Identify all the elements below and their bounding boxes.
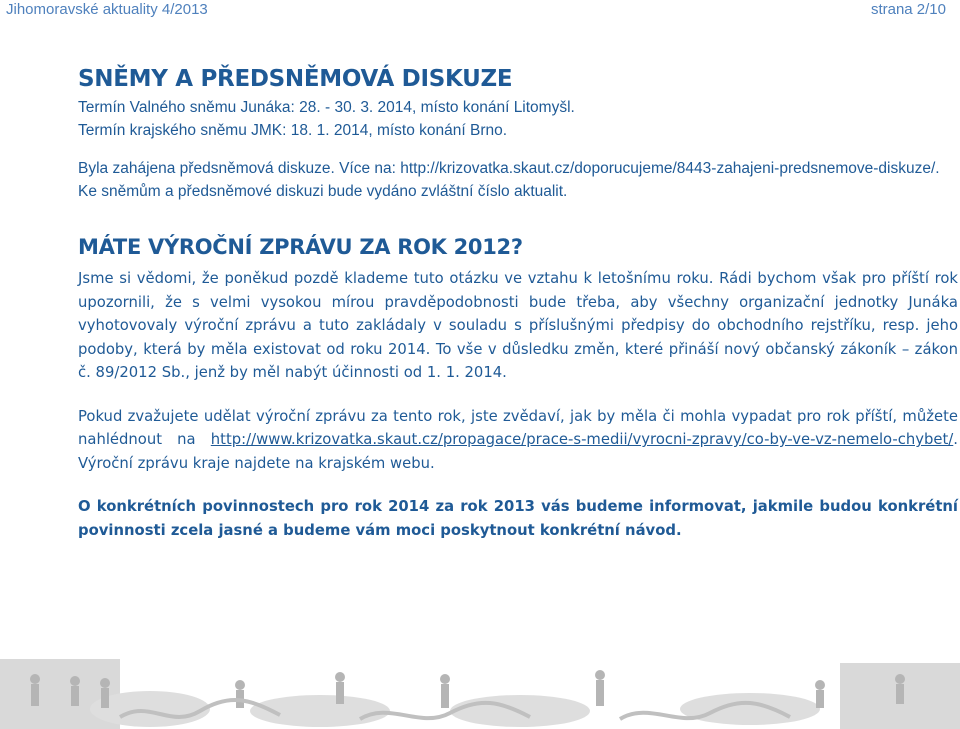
dates-block (78, 96, 958, 142)
footer-decoration (0, 649, 960, 729)
diskuze-paragraph (78, 157, 958, 203)
paragraph-2-intro: Pokud zvažujete udělat výroční zprávu za tento rok, jste zvědaví, jak by měla či mohla vypadat pro rok příští, můžete nahlédnout na (78, 407, 958, 448)
vyrocni-zprava-paragraph-2 (78, 405, 958, 476)
article-content (78, 64, 958, 542)
vyrocni-zpravy-link[interactable]: http://www.krizovatka.skaut.cz/propagace/prace-s-medii/vyrocni-zpravy/co-by-ve-vz-nemelo-chybet/ (210, 431, 954, 448)
page-header (0, 0, 960, 22)
povinnosti-paragraph: O konkrétních povinnostech pro rok 2014 za rok 2013 vás budeme informovat, jakmile budou konkrétní povinnosti zcela jasné a budeme vám moci poskytnout konkrétní návod. (78, 498, 958, 539)
vyrocni-zprava-paragraph-1: Jsme si vědomi, že poněkud pozdě klademe tuto otázku ve vztahu k letošnímu roku. Rádi bychom však pro příští rok upozornili, že s velmi vysokou mírou pravděpodobnosti bude třeba, aby všechny organizační jednotky Junáka vyhotovovaly výroční zprávu a tuto zakládaly v souladu s příslušnými předpisy do obchodního rejstříku, resp. jeho podoby, která by měla existovat od roku 2014. To vše v důsledku změn, které přináší nový občanský zákoník – zákon č. 89/2012 Sb., jenž by měl nabýt účinnosti od 1. 1. 2014. (78, 270, 958, 381)
scout-silhouettes-illustration (0, 649, 960, 729)
krajsky-snem-date: Termín krajského sněmu JMK: 18. 1. 2014, místo konání Brno. (78, 122, 508, 139)
diskuze-link[interactable]: http://krizovatka.skaut.cz/doporucujeme/8443-zahajeni-predsnemove-diskuze/ (400, 160, 936, 177)
section-heading-vyrocni-zprava: MÁTE VÝROČNÍ ZPRÁVU ZA ROK 2012? (78, 235, 523, 259)
paragraph-2-outro: . Výroční zprávu kraje najdete na krajském webu. (78, 431, 958, 472)
section-heading-snemy: SNĚMY A PŘEDSNĚMOVÁ DISKUZE (78, 66, 513, 92)
valny-snem-date: Termín Valného sněmu Junáka: 28. - 30. 3. 2014, místo konání Litomyšl. (78, 99, 575, 116)
diskuze-intro: Byla zahájena předsněmová diskuze. Více na: (78, 160, 401, 177)
page-number: strana 2/10 (870, 1, 946, 18)
diskuze-outro: . Ke sněmům a předsněmové diskuzi bude vydáno zvláštní číslo aktualit. (78, 160, 940, 200)
newsletter-title: Jihomoravské aktuality 4/2013 (6, 1, 208, 18)
